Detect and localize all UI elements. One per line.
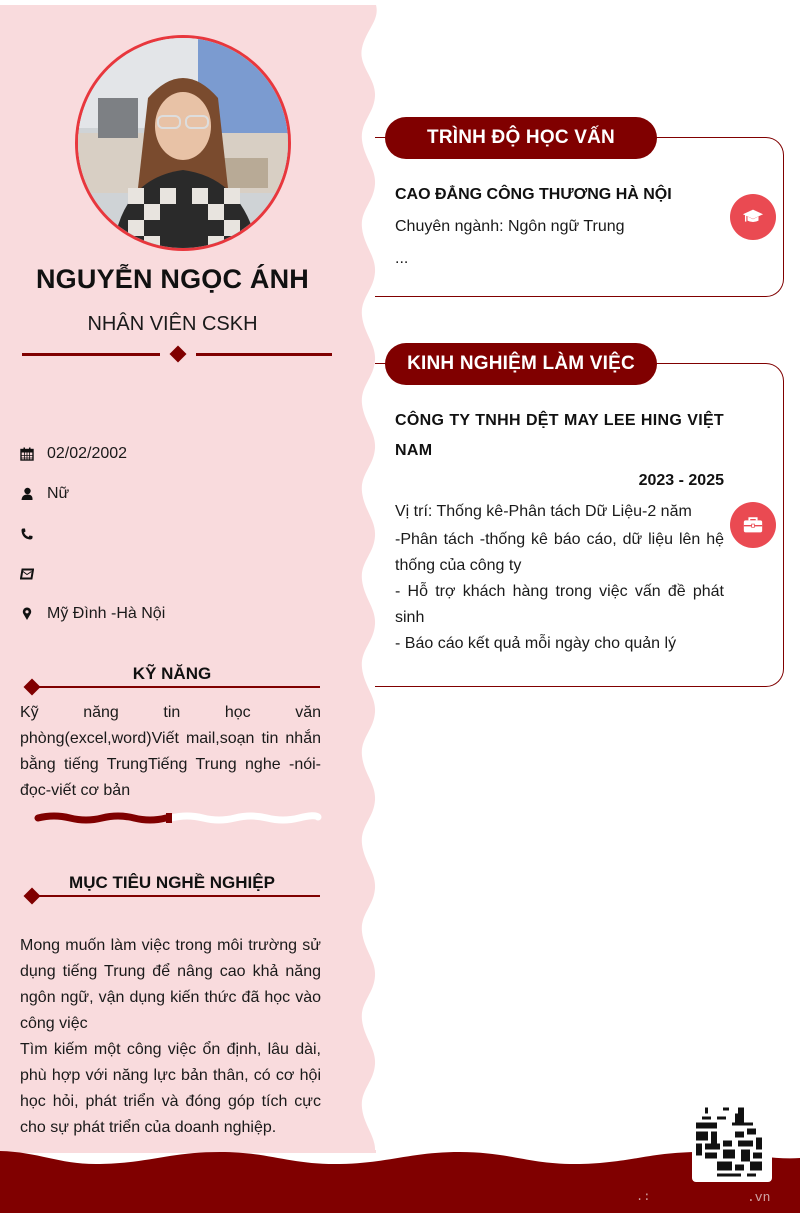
company-name: CÔNG TY TNHH DỆT MAY LEE HING VIỆT NAM <box>395 412 724 459</box>
calendar-icon <box>20 446 47 462</box>
objective-heading <box>22 873 322 903</box>
avatar <box>75 35 291 251</box>
experience-title: KINH NGHIỆM LÀM VIỆC <box>385 343 657 385</box>
graduation-cap-icon <box>730 194 776 240</box>
objective-paragraph-2: Tìm kiếm một công việc ổn định, lâu dài, phù hợp với năng lực bản thân, có cơ hội học hỏi, phát triển và đóng góp tích cực cho sự phát triển của doanh nghiệp. <box>20 1041 321 1136</box>
footer-text-left: .: <box>636 1190 651 1204</box>
objective-text <box>20 933 321 1141</box>
skills-title: KỸ NĂNG <box>132 664 212 683</box>
phone-icon <box>20 526 47 542</box>
footer-wave <box>0 1150 800 1213</box>
contact-phone <box>20 514 340 554</box>
job-position: Vị trí: Thống kê-Phân tách Dữ Liệu-2 năm <box>395 503 692 520</box>
candidate-name: NGUYỄN NGỌC ÁNH <box>35 264 309 294</box>
education-title: TRÌNH ĐỘ HỌC VẤN <box>385 117 657 159</box>
diamond-icon <box>170 346 187 363</box>
briefcase-icon <box>730 502 776 548</box>
duty-item: -Phân tách -thống kê báo cáo, dữ liệu lên hệ thống của công ty <box>395 531 724 574</box>
contact-birthday <box>20 434 340 474</box>
skills-heading <box>22 664 322 694</box>
qr-code[interactable] <box>692 1105 772 1182</box>
footer-text-right: .vn <box>747 1190 771 1205</box>
school-name: CAO ĐẲNG CÔNG THƯƠNG HÀ NỘI <box>395 186 672 203</box>
skills-text: Kỹ năng tin học văn phòng(excel,word)Viết mail,soạn tin nhắn bằng tiếng TrungTiếng Trung nghe -nói-đọc-viết cơ bản <box>20 704 321 799</box>
experience-content <box>395 406 724 657</box>
address-value: Mỹ Đình -Hà Nội <box>47 605 166 622</box>
major: Chuyên ngành: Ngôn ngữ Trung <box>395 218 625 235</box>
location-icon <box>20 606 47 622</box>
experience-card <box>375 353 784 687</box>
duty-item: - Báo cáo kết quả mỗi ngày cho quản lý <box>395 635 677 652</box>
objective-title: MỤC TIÊU NGHỀ NGHIỆP <box>69 873 275 892</box>
job-duties <box>395 527 724 657</box>
contact-list <box>20 434 340 634</box>
name-divider <box>22 345 332 365</box>
objective-paragraph-1: Mong muốn làm việc trong môi trường sử dụng tiếng Trung để nâng cao khả năng ngôn ngữ, vận dụng kiến thức đã học vào công việc <box>20 937 321 1032</box>
education-note: ... <box>395 250 409 267</box>
birthday-value: 02/02/2002 <box>47 445 128 462</box>
user-icon <box>20 486 47 502</box>
contact-address <box>20 594 340 634</box>
email-icon <box>20 566 47 582</box>
skill-level-bar <box>34 810 322 826</box>
education-content <box>395 185 724 269</box>
job-title: NHÂN VIÊN CSKH <box>87 313 258 335</box>
contact-gender <box>20 474 340 514</box>
education-card <box>375 127 784 297</box>
profile-photo <box>78 38 288 248</box>
contact-email <box>20 554 340 594</box>
duty-item: - Hỗ trợ khách hàng trong việc vấn đề phát sinh <box>395 583 724 626</box>
gender-value: Nữ <box>47 485 70 502</box>
employment-period: 2023 - 2025 <box>638 472 724 489</box>
